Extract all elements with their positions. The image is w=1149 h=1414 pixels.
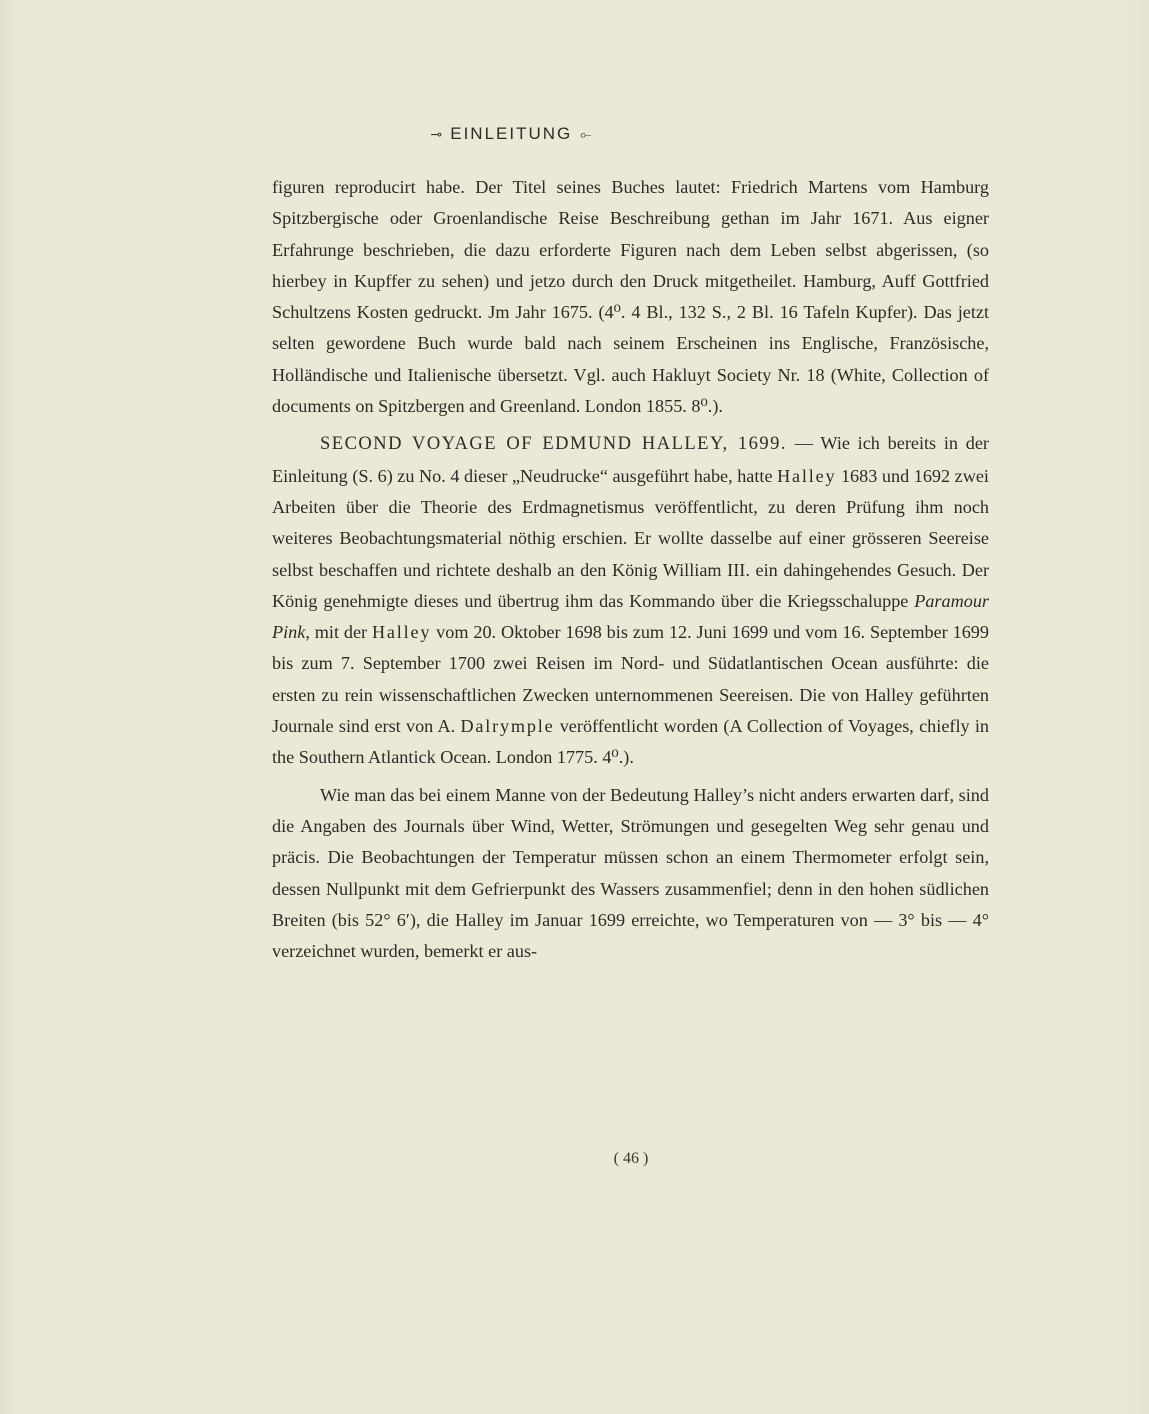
ship-name: Paramour Pink, — [272, 590, 989, 643]
person-name: Halley — [777, 465, 837, 486]
running-head — [0, 124, 1022, 144]
text-run: veröffentlicht worden (A Collection of Voyages, chiefly in the Southern Atlantick Ocean. London 1775. 4⁰.). — [272, 716, 989, 768]
ornament-left-icon: ⊸ — [430, 127, 443, 143]
person-name: Halley — [371, 622, 432, 643]
text-run: — Wie ich bereits in der Einleitung (S. 6) zu No. 4 dieser „Neudrucke“ ausgeführt habe, hatte — [272, 433, 989, 486]
text-run: mit der — [309, 622, 372, 643]
person-name: Dalrymple — [460, 716, 555, 737]
text-run: 1683 und 1692 zwei Arbeiten über die Theorie des Erdmagnetismus veröffentlicht, zu deren Prüfung ihm noch weiteres Beobachtungsmaterial nöthig erschien. Er wollte dasselbe auf einer grösseren Seereise selbst beschaffen und richtete deshalb an den König William III. ein dahingehendes Gesuch. Der König genehmigte dieses und übertrug ihm das Kommando über die Kriegsschaluppe — [272, 465, 989, 611]
ornament-right-icon: ⟜ — [580, 127, 592, 143]
page-number: ( 46 ) — [613, 1150, 649, 1167]
running-head-title: EINLEITUNG — [450, 124, 573, 143]
text-run: vom 20. Oktober 1698 bis zum 12. Juni 1699 und vom 16. September 1699 bis zum 7. September 1700 zwei Reisen im Nord- und Südatlantischen Ocean ausführte: die ersten zu rein wissenschaftlichen Zwecken unternommenen Seereisen. Die von Halley geführten Journale sind erst von A. — [272, 622, 989, 737]
paragraph-halley — [272, 428, 989, 773]
body-text — [272, 172, 989, 967]
paragraph-martens: figuren reproducirt habe. Der Titel seines Buches lautet: Friedrich Martens vom Hamburg Spitzbergische oder Groenlandische Reise Beschreibung gethan im Jahr 1671. Aus eigner Erfahrunge beschrieben, die dazu erforderte Figuren nach dem Leben selbst abgerissen, (so hierbey in Kupffer zu sehen) und jetzo durch den Druck mitgetheilet. Hamburg, Auff Gottfried Schultzens Kosten gedruckt. Jm Jahr 1675. (4⁰. 4 Bl., 132 S., 2 Bl. 16 Tafeln Kupfer). Das jetzt selten gewordene Buch wurde bald nach seinem Erscheinen ins Englische, Französische, Holländische und Italienische übersetzt. Vgl. auch Hakluyt Society Nr. 18 (White, Collection of documents on Spitzbergen and Greenland. London 1855. 8⁰.). — [272, 177, 989, 417]
paragraph-temperature: Wie man das bei einem Manne von der Bedeutung Halley’s nicht anders erwarten darf, sind die Angaben des Journals über Wind, Wetter, Strömungen und gesegelten Weg sehr genau und präcis. Die Beobachtungen der Temperatur müssen schon an einem Thermometer erfolgt sein, dessen Nullpunkt mit dem Gefrierpunkt des Wassers zusammenfiel; denn in den hohen südlichen Breiten (bis 52° 6′), die Halley im Januar 1699 erreichte, wo Temperaturen von — 3° bis — 4° verzeichnet wurden, bemerkt er aus- — [272, 784, 989, 962]
section-heading: SECOND VOYAGE OF EDMUND HALLEY, 1699. — [320, 434, 788, 455]
